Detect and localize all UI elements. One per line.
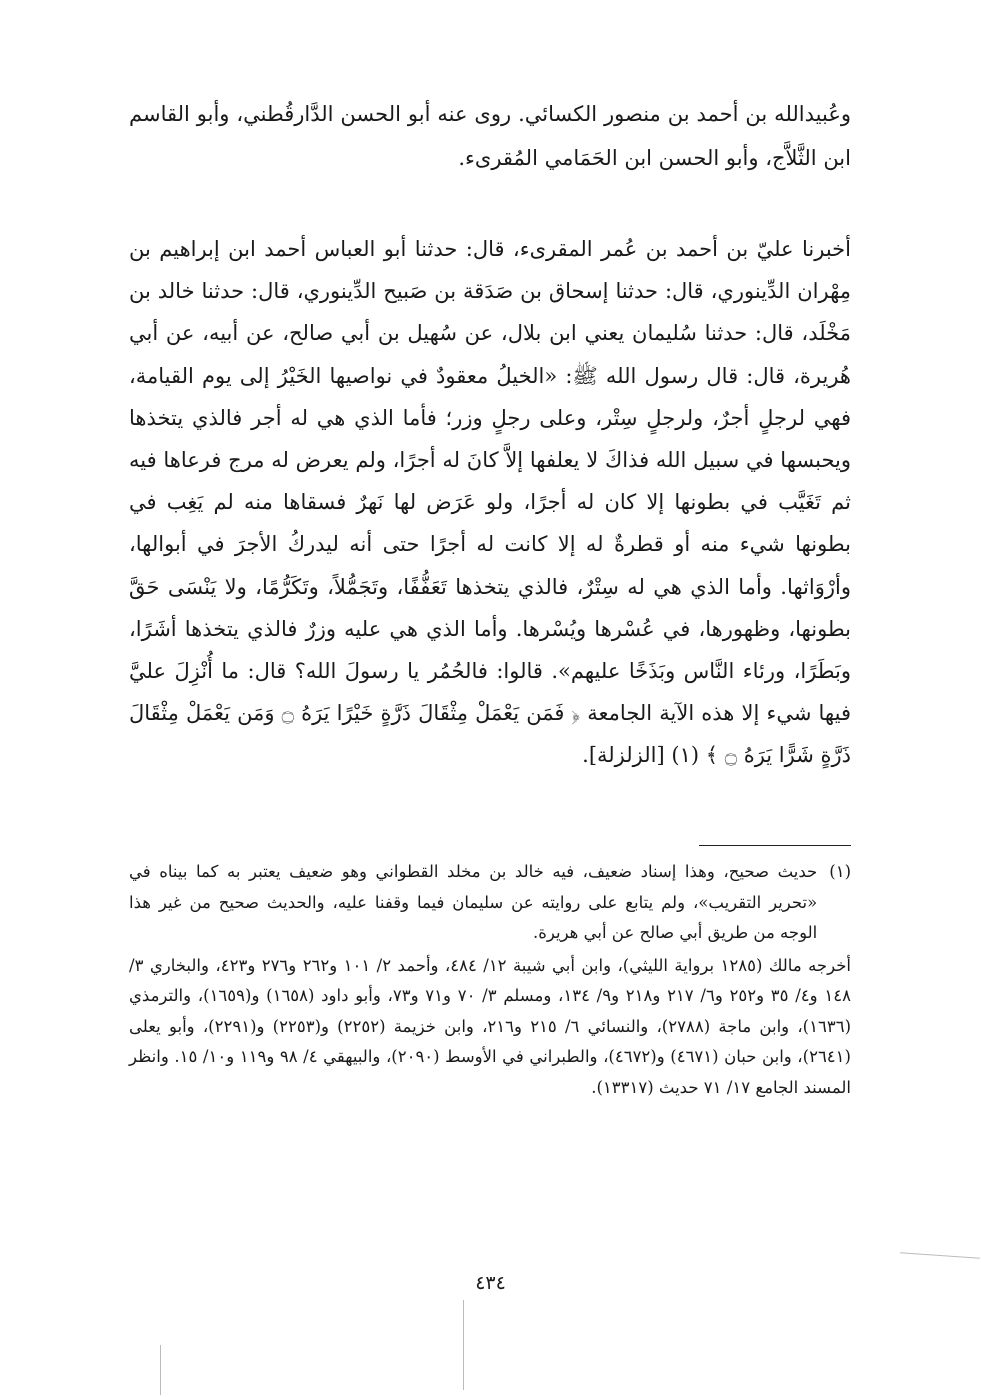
footnote-entry [129,857,851,949]
scan-artifact-line [160,1345,161,1395]
scan-artifact-line [463,1300,464,1390]
opening-paragraph [129,92,851,180]
footnote-separator [699,845,851,846]
opening-text: وعُبيدالله بن أحمد بن منصور الكسائي. روى عنه أبو الحسن الدَّارقُطني، وأبو القاسم ابن الثَّلاَّج، وأبو الحسن ابن الحَمَامي المُقرىء. [129,102,851,170]
footnote-text: حديث صحيح، وهذا إسناد ضعيف، فيه خالد بن مخلد القطواني وهو ضعيف يعتبر به كما بيناه في «تحرير التقريب»، ولم يتابع على روايته عن سليمان فيما وقفنا عليه، والحديث صحيح من غير هذا الوجه من طريق أبي صالح عن أبي هريرة. [129,862,818,942]
footnote-number: (١) [829,862,851,881]
footnote-sources: أخرجه مالك (١٢٨٥ برواية الليثي)، وابن أبي شيبة ١٢/ ٤٨٤، وأحمد ٢/ ١٠١ و٢٦٢ و٢٧٦ و٤٢٣، والبخاري ٣/ ١٤٨ و٤/ ٣٥ و٢٥٢ و٦/ ٢١٧ و٢١٨ و٩/ ١٣٤، ومسلم ٣/ ٧٠ و٧١ و٧٣، وأبو داود (١٦٥٨) و(١٦٥٩)، والترمذي (١٦٣٦)، وابن ماجة (٢٧٨٨)، والنسائي ٦/ ٢١٥ و٢١٦، وابن خزيمة (٢٢٥٢) و(٢٢٥٣) و(٢٢٩١)، وأبو يعلى (٢٦٤١)، وابن حبان (٤٦٧١) و(٤٦٧٢)، والطبراني في الأوسط (٢٠٩٠)، والبيهقي ٤/ ٩٨ و١١٩ و١٠/ ١٥. وانظر المسند الجامع ١٧/ ٧١ حديث (١٣٣١٧). [129,955,851,1097]
hadith-paragraph [129,228,851,777]
hadith-text: أخبرنا عليّ بن أحمد بن عُمر المقرىء، قال: حدثنا أبو العباس أحمد ابن إبراهيم بن مِهْران الدِّينوري، قال: حدثنا إسحاق بن صَدَقة بن صَبيح الدِّينوري، قال: حدثنا خالد بن مَخْلَد، قال: حدثنا سُليمان يعني ابن بلال، عن سُهيل بن أبي صالح، عن أبيه، عن أبي هُريرة، قال: قال رسول الله ﷺ: «الخيلُ معقودٌ في نواصيها الخَيْرُ إلى يوم القيامة، فهي لرجلٍ أجرٌ، ولرجلٍ سِتْر، وعلى رجلٍ وزر؛ فأما الذي هي له أجر فالذي يتخذها ويحبسها في سبيل الله فذاكَ لا يعلفها إلاَّ كانَ له أجرًا، ولم يعرض له مرج فرعاها فيه ثم تَغَيَّب في بطونها إلا كان له أجرًا، ولو عَرَض لها نَهرٌ فسقاها منه لم يَغِب في بطونها شيء منه أو قطرةٌ له إلا كانت له أجرًا حتى أنه ليدركُ الأجرَ في أبوالها، وأرْوَاثها. وأما الذي هي له سِتْرٌ، فالذي يتخذها تَعَفُّفًا، وتَجَمُّلاً، وتَكَرُّمًا، ولا يَنْسَى حَقَّ بطونها، وظهورها، في عُسْرها ويُسْرها. وأما الذي هي عليه وزرٌ فالذي يتخذها أشَرًا، وبَطَرًا، ورئاء النَّاس وبَذَخًا عليهم». قالوا: فالحُمُر يا رسولَ الله؟ قال: ما أُنْزِلَ عليَّ فيها شيء إلا هذه الآية الجامعة ﴿ فَمَن يَعْمَلْ مِثْقَالَ ذَرَّةٍ خَيْرًا يَرَهُ ۝ وَمَن يَعْمَلْ مِثْقَالَ ذَرَّةٍ شَرًّا يَرَهُ ۝ ﴾ (١) [الزلزلة]. [129,237,851,768]
scan-artifact-line [900,1252,980,1259]
footnote [129,857,851,1103]
page-number: ٤٣٤ [475,1272,506,1294]
